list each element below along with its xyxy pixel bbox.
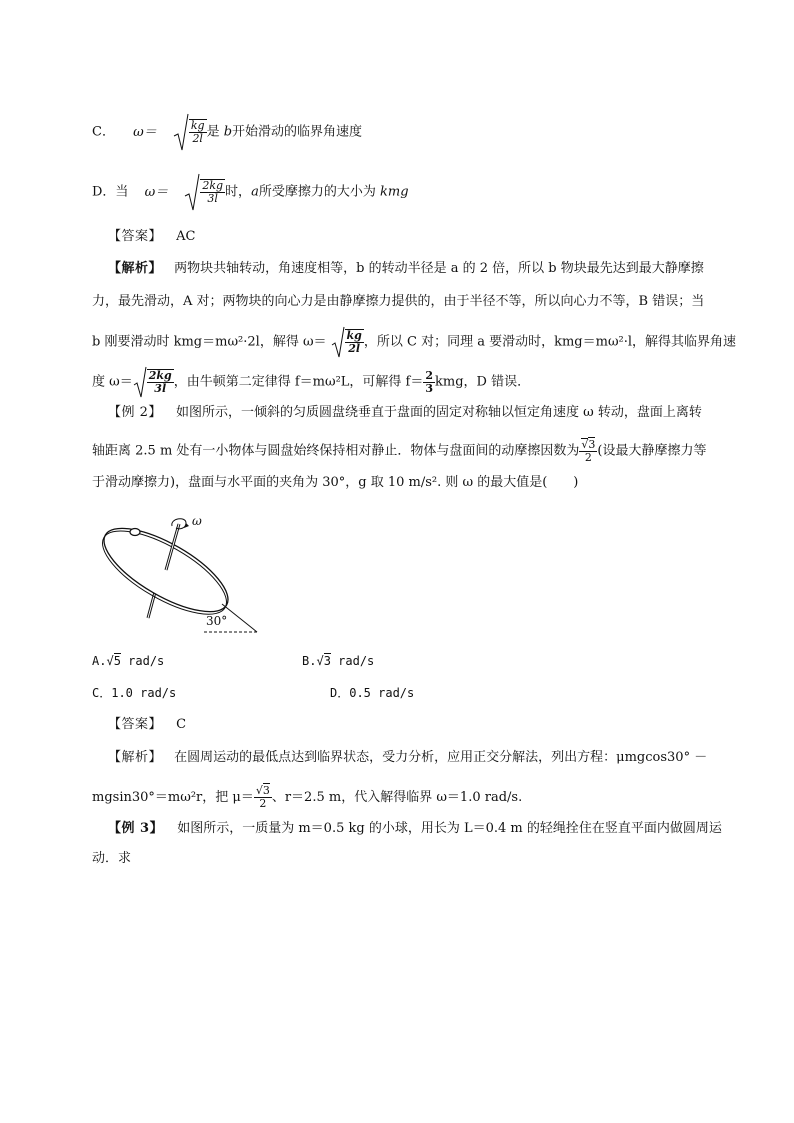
option-d-suffix-a: 时， [225, 184, 252, 200]
analysis-1-text-3a: b 刚要滑动时 kmg＝mω²·2l，解得 ω＝ [92, 334, 327, 350]
analysis-2-line-2 [92, 785, 522, 810]
analysis-1-line-4 [92, 365, 530, 399]
inclined-disc-svg [92, 512, 272, 640]
analysis-1-radical-1 [331, 325, 345, 359]
analysis-1-text-4b: ，由牛顿第二定律得 f＝mω²L，可解得 f＝ [173, 374, 424, 390]
option-d-suffix-c: 所受摩擦力的大小为 [258, 184, 376, 200]
example-2-line-3 [92, 474, 578, 492]
option-d-suffix-d: kmg [379, 184, 409, 200]
analysis-1-line-3 [92, 325, 736, 359]
option-2-a-prefix: A. [92, 654, 107, 668]
option-2-b-prefix: B. [302, 654, 317, 668]
answer-1 [108, 228, 196, 246]
option-2-d-text: D．0.5 rad/s [330, 686, 415, 700]
analysis-2-frac-num: √3 [255, 784, 270, 797]
example-2-text-1: 如图所示，一倾斜的匀质圆盘绕垂直于盘面的固定对称轴以恒定角速度 ω 转动，盘面上离转 [176, 405, 702, 420]
analysis-2-frac-num-value: 3 [262, 784, 270, 797]
option-d-den: 3l [207, 192, 218, 205]
option-d-fraction [200, 179, 225, 205]
example-2-frac-den: 2 [584, 451, 592, 464]
example-2-text-2b: (设最大静摩擦力等 [597, 443, 707, 459]
analysis-1-line-1 [108, 260, 704, 278]
option-c-suffix-c: 开始滑动的临界角速度 [232, 124, 363, 140]
option-2-c-text: C．1.0 rad/s [92, 686, 177, 700]
analysis-1-fraction-2 [147, 369, 174, 395]
option-c-radical [173, 112, 189, 152]
option-d-omega: ω＝ [144, 184, 169, 200]
example-2-frac-num: √3 [581, 438, 596, 451]
example-2-text-2a: 轴距离 2.5 m 处有一小物体与圆盘始终保持相对静止．物体与盘面间的动摩擦因数为 [92, 443, 580, 459]
option-d-radical [184, 172, 200, 212]
analysis-2-fraction [254, 785, 272, 810]
example-3-text-1: 如图所示，一质量为 m＝0.5 kg 的小球，用长为 L＝0.4 m 的轻绳拴住在竖直平面内做圆周运 [177, 821, 722, 836]
analysis-1-line-2 [92, 293, 704, 311]
analysis-1-frac2-num: 2kg [148, 369, 172, 382]
option-2-b-unit: rad/s [330, 654, 375, 668]
example-2-fraction [579, 438, 597, 464]
option-2-d [330, 684, 414, 702]
analysis-1-text-4a: 度 ω＝ [92, 374, 133, 390]
analysis-1-frac2-den: 3l [154, 382, 167, 395]
example-3-label: 【例 3】 [108, 821, 164, 836]
example-2-line-2 [92, 438, 707, 464]
option-c [92, 112, 362, 152]
option-2-a: A.√5 rad/s [92, 654, 165, 668]
analysis-1-radical-2 [133, 365, 147, 399]
option-d [92, 172, 409, 212]
example-2-text-3: 于滑动摩擦力)，盘面与水平面的夹角为 30°，g 取 10 m/s². 则 ω 的最大值是( ) [92, 475, 579, 490]
inclined-disc-figure [92, 512, 272, 640]
analysis-1-label: 【解析】 [108, 261, 163, 276]
analysis-1-frac1-num: kg [346, 329, 362, 342]
analysis-1-frac3-num: 2 [425, 368, 434, 382]
option-2-a-radicand: 5 [113, 654, 121, 668]
analysis-2-label: 【解析】 [108, 750, 163, 765]
option-2-a-unit: rad/s [120, 654, 165, 668]
option-c-num: kg [190, 119, 205, 132]
option-d-prefix: D．当 [92, 184, 129, 200]
option-2-b-radicand: 3 [323, 654, 331, 668]
example-2-frac-num-value: 3 [588, 438, 596, 451]
analysis-1-text-1: 两物块共轴转动，角速度相等，b 的转动半径是 a 的 2 倍，所以 b 物块最先达到最大静摩擦 [174, 261, 704, 276]
omega-label: ω [192, 514, 202, 528]
analysis-2-text-1: 在圆周运动的最低点达到临界状态，受力分析，应用正交分解法，列出方程：μmgcos30° － [174, 750, 708, 765]
option-d-num: 2kg [202, 179, 224, 192]
analysis-1-text-2: 力，最先滑动，A 对；两物块的向心力是由静摩擦力提供的，由于半径不等，所以向心力不等，B 错误；当 [92, 294, 705, 309]
example-3-line-2 [92, 850, 131, 868]
example-2-label: 【例 2】 [108, 405, 162, 420]
answer-1-label: 【答案】 [108, 229, 163, 244]
analysis-2-frac-den: 2 [259, 797, 267, 810]
analysis-1-text-3b: ，所以 C 对；同理 a 要滑动时，kmg＝mω²·l，解得其临界角速 [363, 334, 737, 350]
analysis-2-text-2b: 、r＝2.5 m，代入解得临界 ω＝1.0 rad/s. [271, 790, 523, 805]
analysis-1-frac1-den: 2l [348, 342, 361, 355]
option-2-c [92, 684, 176, 702]
option-c-prefix: C． [92, 124, 115, 140]
option-c-suffix-b: b [223, 124, 233, 140]
answer-2 [108, 716, 186, 734]
analysis-1-frac3-den: 3 [425, 381, 434, 395]
analysis-1-text-4c: kmg，D 错误． [435, 374, 531, 390]
example-3-text-2: 动．求 [92, 851, 132, 866]
option-c-omega: ω＝ [133, 124, 157, 140]
option-c-suffix-a: 是 [206, 124, 220, 140]
option-2-b: B.√3 rad/s [302, 654, 375, 668]
angle-label: 30° [206, 614, 228, 628]
example-2-line-1 [108, 404, 702, 422]
analysis-1-fraction-1 [345, 329, 364, 355]
example-3-line-1 [108, 820, 722, 838]
analysis-2-text-2a: mgsin30°＝mω²r，把 μ＝ [92, 790, 254, 805]
analysis-1-fraction-3 [423, 370, 435, 395]
analysis-2-line-1 [108, 749, 707, 767]
option-d-suffix-b: a [251, 184, 259, 200]
option-c-fraction [189, 119, 207, 145]
option-c-den: 2l [192, 132, 203, 145]
answer-1-value: AC [176, 229, 196, 244]
answer-2-label: 【答案】 [108, 717, 163, 732]
answer-2-value: C [176, 717, 187, 732]
